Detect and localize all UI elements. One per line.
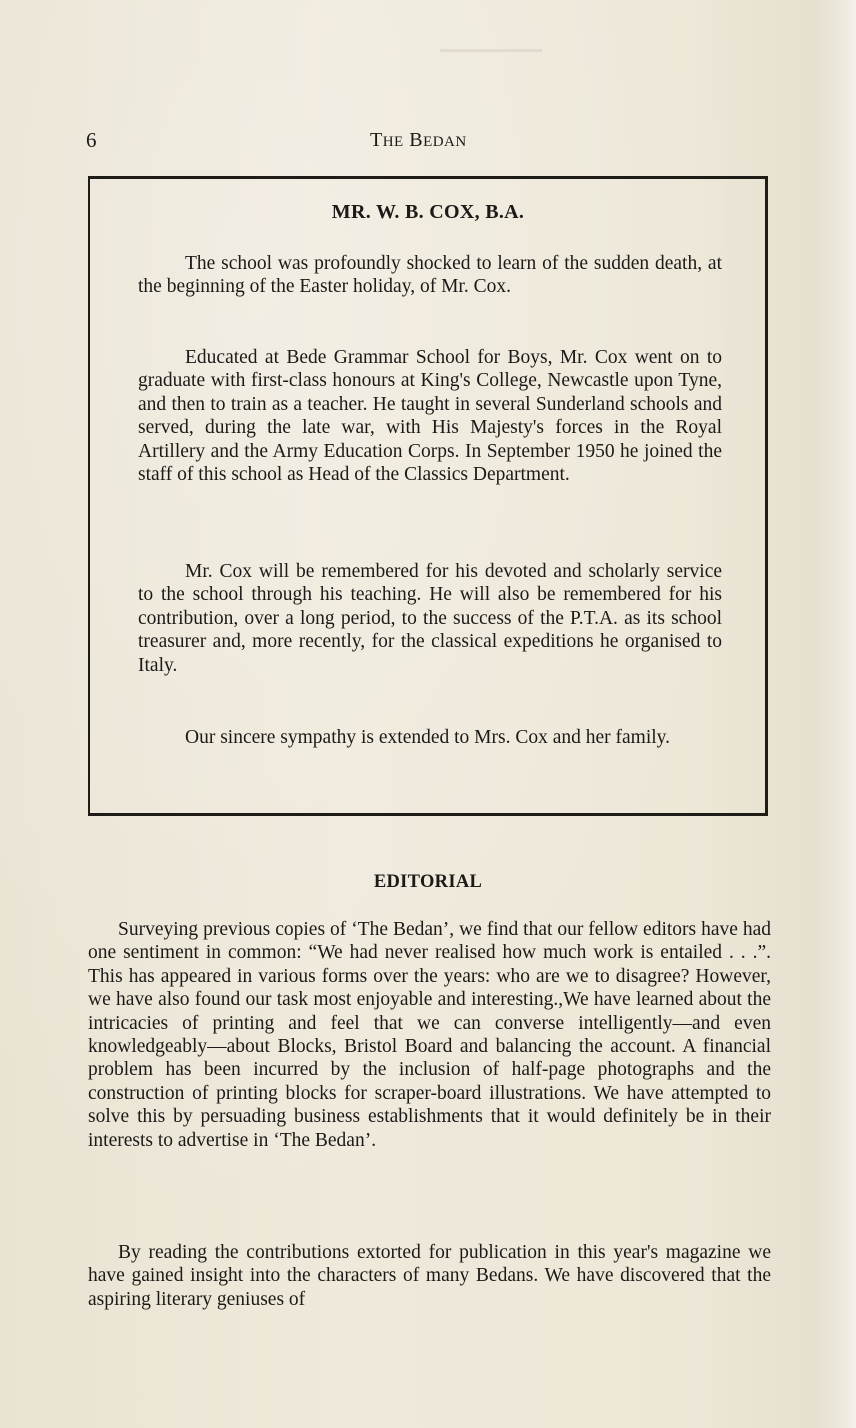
running-head-he: HE: [382, 134, 404, 150]
obituary-title: MR. W. B. COX, B.A.: [331, 201, 525, 223]
running-head-edan: EDAN: [423, 134, 467, 150]
show-through-line: ▔▔▔▔▔▔▔: [440, 51, 543, 72]
page-number: 6: [86, 128, 97, 152]
obituary-paragraph-1: The school was profoundly shocked to learn of the sudden death, at the beginning of the Easter holiday, of Mr. Cox.: [138, 253, 722, 298]
obituary-paragraph-4: Our sincere sympathy is extended to Mrs. Cox and her family.: [185, 727, 671, 748]
editorial-paragraph-1: Surveying previous copies of ‘The Bedan’, we find that our fellow editors have had one sentiment in common: “We had never realised how much work is entailed . . .”. This has appeared in various forms over the years: who are we to disagree? However, we have also found our task most enjoyable and interesting.,We have learned about the intricacies of printing and feel that we can converse intelligently—and even knowledgeably—about Blocks, Bristol Board and balancing the account. A financial problem has been incurred by the inclusion of half-page photographs and the construction of printing blocks for scraper-board illustrations. We have attempted to solve this by persuading business establishments that it would definitely be in their interests to advertise in ‘The Bedan’.: [88, 919, 771, 1151]
editorial-title: EDITORIAL: [373, 872, 483, 892]
running-head: [370, 129, 467, 152]
obituary-paragraph-3: Mr. Cox will be remembered for his devoted and scholarly service to the school through his teaching. He will also be remembered for his contribution, over a long period, to the success of the P.T.A. as its school treasurer and, more recently, for the classical expeditions he organised to Italy.: [138, 561, 722, 676]
running-head-t: T: [370, 129, 383, 151]
obituary-paragraph-2: Educated at Bede Grammar School for Boys, Mr. Cox went on to graduate with first-class honours at King's College, Newcastle upon Tyne, and then to train as a teacher. He taught in several Sunderland schools and served, during the late war, with His Majesty's forces in the Royal Artillery and the Army Education Corps. In September 1950 he joined the staff of this school as Head of the Classics Department.: [138, 347, 722, 486]
running-head-b: B: [409, 129, 424, 151]
editorial-paragraph-2: By reading the contributions extorted for publication in this year's magazine we have gained insight into the characters of many Bedans. We have discovered that the aspiring literary geniuses of: [88, 1242, 771, 1310]
